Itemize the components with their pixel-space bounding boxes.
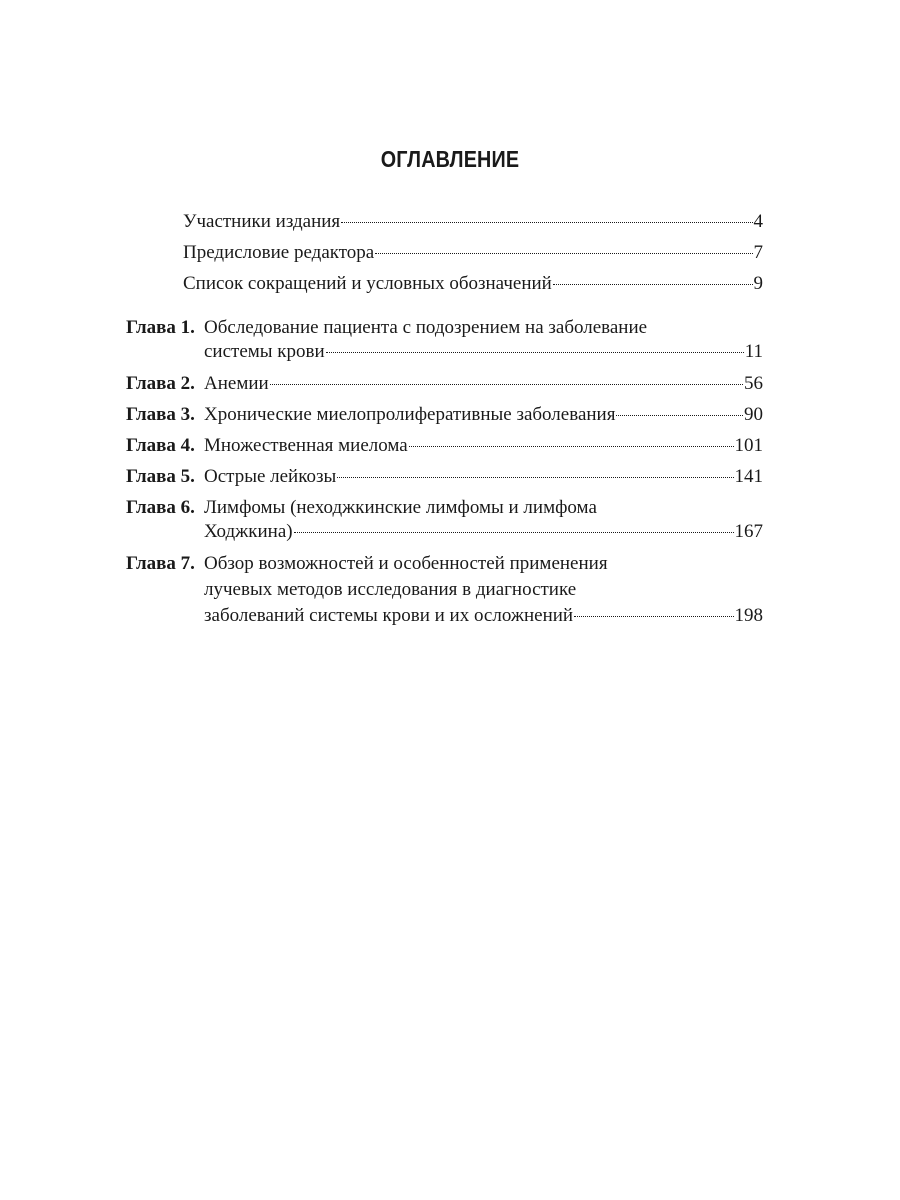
chapter-7-page: 198 [734, 605, 763, 626]
toc-entry-title: Предисловие редактора [183, 242, 375, 263]
dot-leader [553, 284, 753, 285]
page-title: ОГЛАВЛЕНИЕ [380, 146, 520, 172]
dot-leader [326, 352, 744, 353]
toc-entry-page: 4 [753, 211, 763, 232]
dot-leader [294, 532, 734, 533]
chapter-1-page: 11 [744, 341, 763, 362]
chapter-2-page: 56 [744, 373, 763, 394]
dot-leader [270, 384, 743, 385]
chapter-2-title: Анемии [204, 373, 269, 394]
chapter-6-entry[interactable] [204, 518, 763, 545]
chapter-2-entry[interactable] [204, 370, 763, 397]
chapter-3-label: Глава 3. [126, 404, 195, 425]
dot-leader [375, 253, 752, 254]
toc-entry-preface[interactable] [183, 239, 763, 266]
chapter-7-title-line-1[interactable]: Обзор возможностей и особенностей применения [204, 553, 608, 574]
chapter-7-title-line-2[interactable]: лучевых методов исследования в диагностике [204, 579, 577, 600]
chapter-1-title-line-2: системы крови [204, 341, 325, 362]
chapter-7-title-line-3: заболеваний системы крови и их осложнений [204, 605, 574, 626]
toc-entry-page: 9 [753, 273, 763, 294]
chapter-1-entry[interactable] [204, 338, 763, 365]
chapter-4-label: Глава 4. [126, 435, 195, 456]
chapter-3-page: 90 [744, 404, 763, 425]
chapter-6-label: Глава 6. [126, 497, 195, 518]
chapter-4-page: 101 [734, 435, 763, 456]
chapter-1-title-line-1[interactable]: Обследование пациента с подозрением на заболевание [204, 317, 648, 338]
toc-entry-title: Участники издания [183, 211, 341, 232]
toc-entry-page: 7 [753, 242, 763, 263]
toc-entry-contributors[interactable] [183, 208, 763, 235]
dot-leader [409, 446, 734, 447]
chapter-2-label: Глава 2. [126, 373, 195, 394]
chapter-6-page: 167 [734, 521, 763, 542]
chapter-5-label: Глава 5. [126, 466, 195, 487]
chapter-4-entry[interactable] [204, 432, 763, 459]
toc-entry-title: Список сокращений и условных обозначений [183, 273, 552, 294]
dot-leader [337, 477, 733, 478]
chapter-1-label: Глава 1. [126, 317, 195, 338]
toc-entry-abbreviations[interactable] [183, 270, 763, 297]
chapter-3-title: Хронические миелопролиферативные заболевания [204, 404, 616, 425]
chapter-6-title-line-2: Ходжкина) [204, 521, 293, 542]
chapter-5-page: 141 [734, 466, 763, 487]
dot-leader [616, 415, 743, 416]
chapter-5-entry[interactable] [204, 463, 763, 490]
chapter-5-title: Острые лейкозы [204, 466, 337, 487]
dot-leader [574, 616, 733, 617]
dot-leader [341, 222, 752, 223]
chapter-7-label: Глава 7. [126, 553, 195, 574]
chapter-7-entry[interactable] [204, 602, 763, 629]
chapter-3-entry[interactable] [204, 401, 763, 428]
chapter-4-title: Множественная миелома [204, 435, 408, 456]
chapter-6-title-line-1[interactable]: Лимфомы (неходжкинские лимфомы и лимфома [204, 497, 597, 518]
